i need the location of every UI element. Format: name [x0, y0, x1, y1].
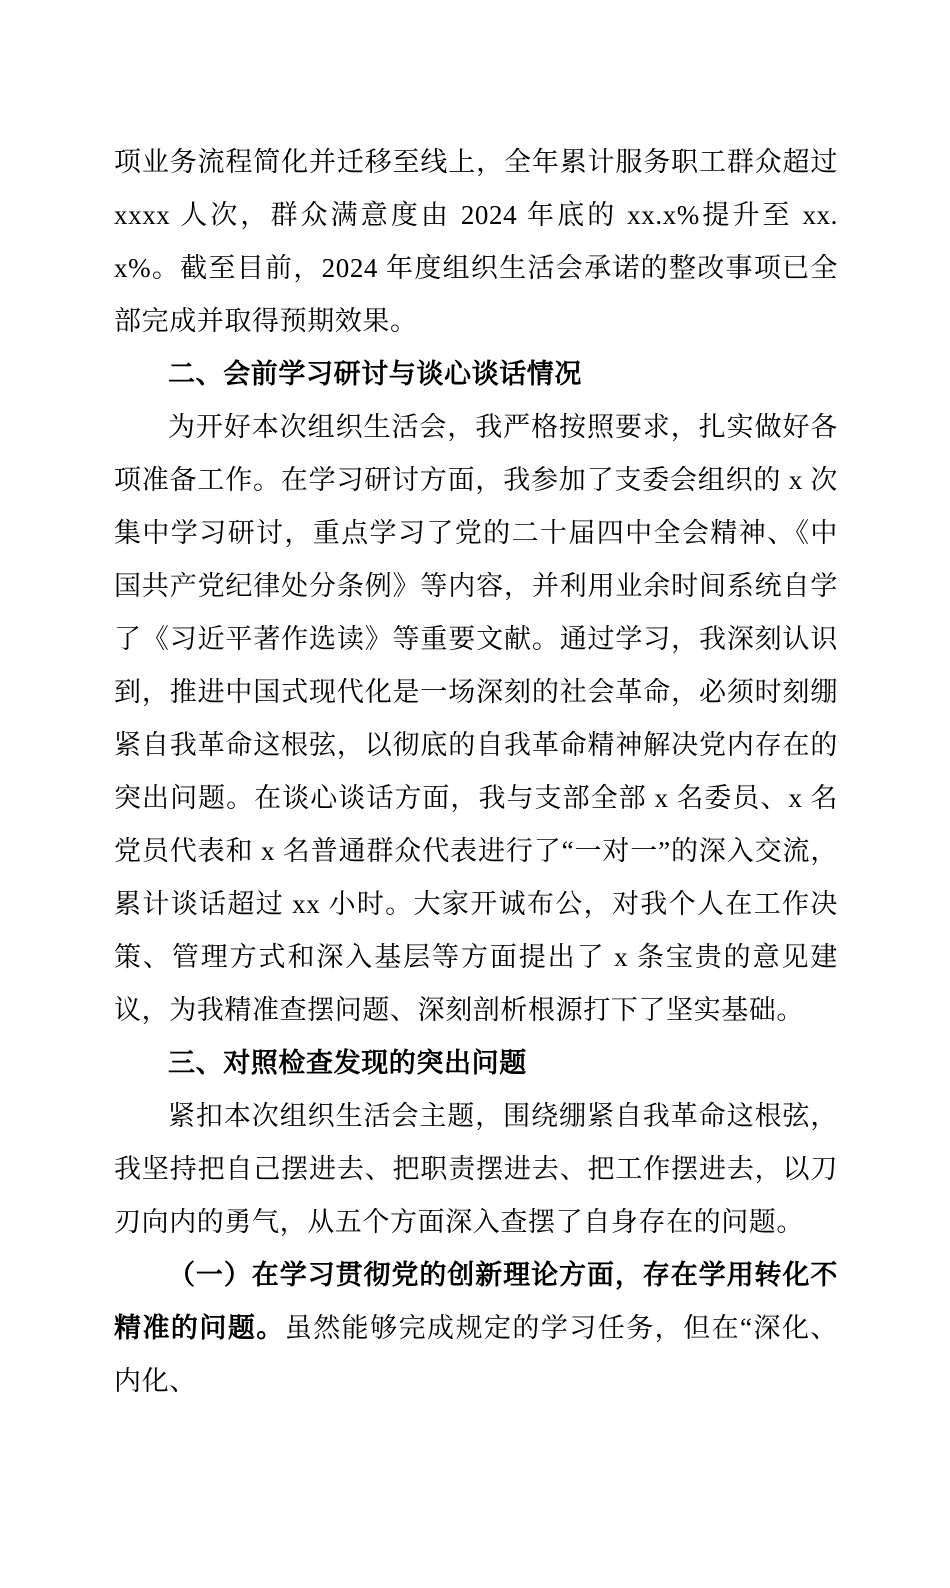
problem-one-body: 虽然能够完成规定的学习任务，但在“深化、内化、 — [114, 1313, 839, 1396]
paragraph-problem-one — [114, 1249, 838, 1408]
problem-one-bold-lead: （一）在学习贯彻党的创新理论方面，存在学用转化不精准的问题。 — [114, 1260, 838, 1343]
paragraph-rectification-results: 项业务流程简化并迁移至线上，全年累计服务职工群众超过 xxxx 人次，群众满意度由 2024 年底的 xx.x%提升至 xx.x%。截至目前，2024 年度组织生活会承诺的整改事项已全部完成并取得预期效果。 — [114, 147, 838, 336]
section-heading-pre-meeting-study: 二、会前学习研讨与谈心谈话情况 — [168, 359, 582, 389]
paragraph-problems-intro: 紧扣本次组织生活会主题，围绕绷紧自我革命这根弦，我坚持把自己摆进去、把职责摆进去、把工作摆进去，以刀刃向内的勇气，从五个方面深入查摆了自身存在的问题。 — [114, 1101, 838, 1237]
paragraph-study-and-talks: 为开好本次组织生活会，我严格按照要求，扎实做好各项准备工作。在学习研讨方面，我参加了支委会组织的 x 次集中学习研讨，重点学习了党的二十届四中全会精神、《中国共产党纪律处分条例》等内容，并利用业余时间系统自学了《习近平著作选读》等重要文献。通过学习，我深刻认识到，推进中国式现代化是一场深刻的社会革命，必须时刻绷紧自我革命这根弦，以彻底的自我革命精神解决党内存在的突出问题。在谈心谈话方面，我与支部全部 x 名委员、x 名党员代表和 x 名普通群众代表进行了“一对一”的深入交流，累计谈话超过 xx 小时。大家开诚布公，对我个人在工作决策、管理方式和深入基层等方面提出了 x 条宝贵的意见建议，为我精准查摆问题、深刻剖析根源打下了坚实基础。 — [114, 412, 838, 1025]
section-heading-problems-found: 三、对照检查发现的突出问题 — [168, 1048, 527, 1078]
